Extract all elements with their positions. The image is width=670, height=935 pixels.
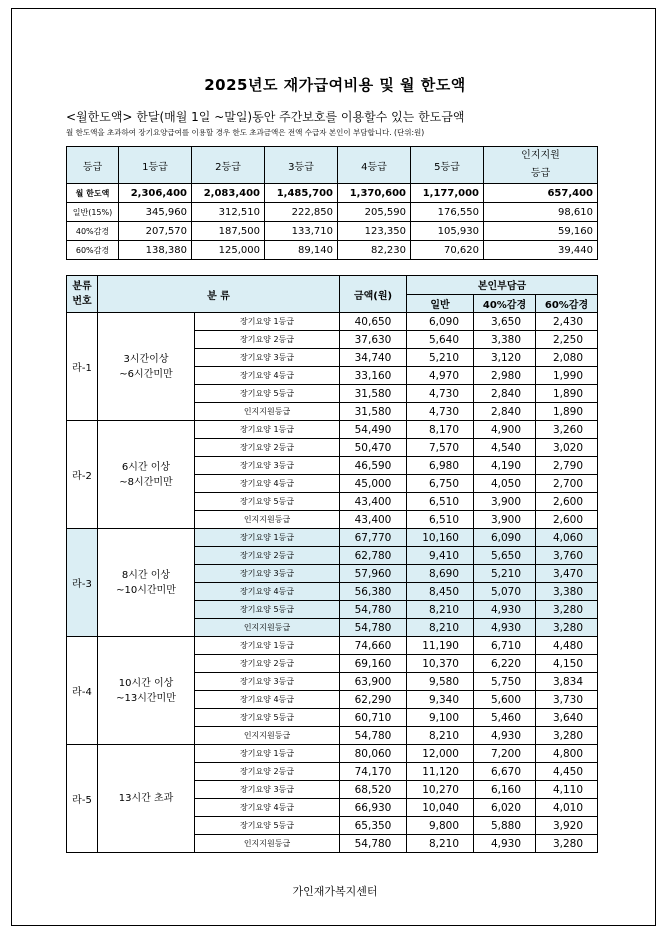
limit-value-cell: 133,710 <box>265 222 338 241</box>
amount-cell: 63,900 <box>340 673 407 691</box>
limit-value-cell: 205,590 <box>338 203 411 222</box>
reduce60-pay-cell: 3,260 <box>536 421 598 439</box>
grade-label: 장기요양 2등급 <box>195 655 340 673</box>
grade-label: 장기요양 3등급 <box>195 781 340 799</box>
cost-row <box>67 421 598 439</box>
general-pay-cell: 6,510 <box>407 493 474 511</box>
limit-header-cell: 3등급 <box>265 147 338 184</box>
grade-label: 장기요양 2등급 <box>195 439 340 457</box>
reduce40-pay-cell: 2,840 <box>474 403 536 421</box>
reduce40-pay-cell: 4,050 <box>474 475 536 493</box>
grade-label: 장기요양 5등급 <box>195 817 340 835</box>
reduce40-pay-cell: 3,120 <box>474 349 536 367</box>
group-category-text: ~13시간미만 <box>116 692 176 704</box>
reduce40-pay-cell: 5,880 <box>474 817 536 835</box>
grade-label: 장기요양 5등급 <box>195 709 340 727</box>
limit-header-row <box>67 147 598 184</box>
grade-label: 장기요양 3등급 <box>195 349 340 367</box>
reduce60-pay-cell: 2,250 <box>536 331 598 349</box>
reduce40-pay-cell: 4,930 <box>474 727 536 745</box>
grade-label: 장기요양 5등급 <box>195 601 340 619</box>
amount-cell: 46,590 <box>340 457 407 475</box>
reduce40-pay-cell: 2,840 <box>474 385 536 403</box>
limit-value-cell: 176,550 <box>411 203 484 222</box>
general-pay-cell: 8,210 <box>407 601 474 619</box>
amount-cell: 43,400 <box>340 493 407 511</box>
limit-value-cell: 657,400 <box>484 184 598 203</box>
limit-value-cell: 2,083,400 <box>192 184 265 203</box>
general-pay-cell: 11,120 <box>407 763 474 781</box>
cost-header-row <box>67 276 598 295</box>
limit-value-cell: 105,930 <box>411 222 484 241</box>
group-category-text: 13시간 초과 <box>118 793 174 804</box>
general-pay-cell: 9,100 <box>407 709 474 727</box>
grade-label: 인지지원등급 <box>195 511 340 529</box>
amount-cell: 54,780 <box>340 727 407 745</box>
general-pay-cell: 10,040 <box>407 799 474 817</box>
self-pay-header: 본인부담금 <box>407 276 598 295</box>
general-pay-cell: 5,210 <box>407 349 474 367</box>
grade-label: 장기요양 3등급 <box>195 457 340 475</box>
reduce40-pay-cell: 4,190 <box>474 457 536 475</box>
group-category-text: ~10시간미만 <box>116 584 176 596</box>
amount-cell: 33,160 <box>340 367 407 385</box>
general-header: 일반 <box>407 294 474 313</box>
grade-label: 장기요양 1등급 <box>195 313 340 331</box>
grade-label: 장기요양 5등급 <box>195 493 340 511</box>
reduce60-pay-cell: 1,990 <box>536 367 598 385</box>
amount-cell: 74,660 <box>340 637 407 655</box>
cost-row <box>67 745 598 763</box>
amount-cell: 31,580 <box>340 403 407 421</box>
limit-value-cell: 207,570 <box>119 222 192 241</box>
monthly-limit-note: 월 한도액을 초과하여 장기요양급여를 이용할 경우 한도 초과금액은 전액 수급자 본인이 부담합니다. (단위:원) <box>66 128 425 137</box>
general-pay-cell: 11,190 <box>407 637 474 655</box>
amount-cell: 54,490 <box>340 421 407 439</box>
reduce60-pay-cell: 3,020 <box>536 439 598 457</box>
group-category-text: ~8시간미만 <box>119 476 173 488</box>
care-cost-table <box>66 275 598 853</box>
general-pay-cell: 9,410 <box>407 547 474 565</box>
reduce60-pay-cell: 2,600 <box>536 511 598 529</box>
reduce60-pay-cell: 2,790 <box>536 457 598 475</box>
group-category-text: ~6시간미만 <box>119 368 173 380</box>
limit-row-label: 40%감경 <box>67 222 119 241</box>
limit-value-cell: 70,620 <box>411 241 484 260</box>
reduce60-pay-cell: 4,150 <box>536 655 598 673</box>
reduce40-pay-cell: 4,930 <box>474 619 536 637</box>
limit-value-cell: 1,485,700 <box>265 184 338 203</box>
limit-value-cell: 125,000 <box>192 241 265 260</box>
reduce60-pay-cell: 1,890 <box>536 403 598 421</box>
reduce40-pay-cell: 6,670 <box>474 763 536 781</box>
amount-cell: 68,520 <box>340 781 407 799</box>
reduce60-pay-cell: 3,730 <box>536 691 598 709</box>
limit-header-cell: 등급 <box>67 147 119 184</box>
grade-label: 장기요양 4등급 <box>195 583 340 601</box>
reduce60-pay-cell: 2,430 <box>536 313 598 331</box>
amount-header: 금액(원) <box>340 276 407 313</box>
reduce40-pay-cell: 3,650 <box>474 313 536 331</box>
reduce40-pay-cell: 4,930 <box>474 601 536 619</box>
grade-label: 장기요양 1등급 <box>195 529 340 547</box>
reduce40-pay-cell: 5,650 <box>474 547 536 565</box>
general-pay-cell: 4,730 <box>407 403 474 421</box>
limit-value-cell: 138,380 <box>119 241 192 260</box>
amount-cell: 80,060 <box>340 745 407 763</box>
grade-label: 장기요양 4등급 <box>195 367 340 385</box>
reduce40-pay-cell: 3,900 <box>474 511 536 529</box>
amount-cell: 40,650 <box>340 313 407 331</box>
reduce40-pay-cell: 7,200 <box>474 745 536 763</box>
reduce60-pay-cell: 4,060 <box>536 529 598 547</box>
general-pay-cell: 6,750 <box>407 475 474 493</box>
general-pay-cell: 9,580 <box>407 673 474 691</box>
amount-cell: 31,580 <box>340 385 407 403</box>
amount-cell: 54,780 <box>340 619 407 637</box>
reduce40-pay-cell: 5,750 <box>474 673 536 691</box>
limit-header-cell: 5등급 <box>411 147 484 184</box>
grade-label: 장기요양 4등급 <box>195 799 340 817</box>
general-pay-cell: 10,160 <box>407 529 474 547</box>
reduce40-pay-cell: 6,160 <box>474 781 536 799</box>
limit-value-cell: 2,306,400 <box>119 184 192 203</box>
general-pay-cell: 4,970 <box>407 367 474 385</box>
grade-label: 인지지원등급 <box>195 403 340 421</box>
reduce60-pay-cell: 3,280 <box>536 835 598 853</box>
grade-label: 장기요양 3등급 <box>195 673 340 691</box>
limit-value-cell: 59,160 <box>484 222 598 241</box>
reduce40-pay-cell: 5,460 <box>474 709 536 727</box>
group-category <box>98 421 195 529</box>
limit-header-cell: 1등급 <box>119 147 192 184</box>
cost-row <box>67 637 598 655</box>
monthly-limit-table <box>66 146 598 260</box>
limit-value-cell: 187,500 <box>192 222 265 241</box>
reduce40-pay-cell: 6,710 <box>474 637 536 655</box>
grade-label: 장기요양 1등급 <box>195 745 340 763</box>
reduce40-pay-cell: 6,090 <box>474 529 536 547</box>
amount-cell: 62,780 <box>340 547 407 565</box>
reduce60-pay-cell: 3,280 <box>536 619 598 637</box>
page-title: 2025년도 재가급여비용 및 월 한도액 <box>204 76 466 94</box>
grade-label: 장기요양 4등급 <box>195 691 340 709</box>
reduce40-pay-cell: 2,980 <box>474 367 536 385</box>
grade-label: 장기요양 3등급 <box>195 565 340 583</box>
general-pay-cell: 10,370 <box>407 655 474 673</box>
limit-header-cell: 4등급 <box>338 147 411 184</box>
amount-cell: 50,470 <box>340 439 407 457</box>
reduce60-pay-cell: 3,834 <box>536 673 598 691</box>
reduce60-pay-cell: 4,110 <box>536 781 598 799</box>
amount-cell: 34,740 <box>340 349 407 367</box>
reduce40-pay-cell: 5,070 <box>474 583 536 601</box>
limit-value-cell: 98,610 <box>484 203 598 222</box>
reduce60-pay-cell: 3,920 <box>536 817 598 835</box>
limit-value-cell: 39,440 <box>484 241 598 260</box>
reduce40-pay-cell: 3,380 <box>474 331 536 349</box>
general-pay-cell: 5,640 <box>407 331 474 349</box>
cost-row <box>67 529 598 547</box>
grade-label: 장기요양 1등급 <box>195 421 340 439</box>
general-pay-cell: 9,340 <box>407 691 474 709</box>
group-category <box>98 637 195 745</box>
limit-row <box>67 184 598 203</box>
general-pay-cell: 6,980 <box>407 457 474 475</box>
amount-cell: 74,170 <box>340 763 407 781</box>
amount-cell: 67,770 <box>340 529 407 547</box>
general-pay-cell: 8,690 <box>407 565 474 583</box>
general-pay-cell: 4,730 <box>407 385 474 403</box>
limit-header-text: 인지지원 <box>521 150 560 161</box>
grade-label: 장기요양 5등급 <box>195 385 340 403</box>
reduce60-pay-cell: 2,600 <box>536 493 598 511</box>
monthly-limit-subtitle: <월한도액> 한달(매월 1일 ~말일)동안 주간보호를 이용할수 있는 한도금액 <box>66 110 465 124</box>
group-code: 라-5 <box>67 745 98 853</box>
amount-cell: 37,630 <box>340 331 407 349</box>
amount-cell: 56,380 <box>340 583 407 601</box>
reduce60-pay-cell: 3,280 <box>536 727 598 745</box>
limit-header-cell <box>484 147 598 184</box>
reduce60-pay-cell: 3,280 <box>536 601 598 619</box>
limit-value-cell: 1,370,600 <box>338 184 411 203</box>
reduce40-pay-cell: 4,900 <box>474 421 536 439</box>
limit-row <box>67 222 598 241</box>
reduce60-pay-cell: 4,450 <box>536 763 598 781</box>
grade-label: 인지지원등급 <box>195 619 340 637</box>
amount-cell: 54,780 <box>340 601 407 619</box>
group-category <box>98 313 195 421</box>
general-pay-cell: 6,090 <box>407 313 474 331</box>
reduce60-pay-cell: 4,800 <box>536 745 598 763</box>
general-pay-cell: 8,170 <box>407 421 474 439</box>
limit-value-cell: 1,177,000 <box>411 184 484 203</box>
general-pay-cell: 9,800 <box>407 817 474 835</box>
amount-cell: 62,290 <box>340 691 407 709</box>
reduce40-pay-cell: 6,020 <box>474 799 536 817</box>
limit-row <box>67 241 598 260</box>
limit-value-cell: 123,350 <box>338 222 411 241</box>
general-pay-cell: 10,270 <box>407 781 474 799</box>
reduce60-header: 60%감경 <box>536 294 598 313</box>
grade-label: 장기요양 4등급 <box>195 475 340 493</box>
amount-cell: 43,400 <box>340 511 407 529</box>
grade-label: 인지지원등급 <box>195 835 340 853</box>
amount-cell: 66,930 <box>340 799 407 817</box>
reduce60-pay-cell: 2,700 <box>536 475 598 493</box>
code-header: 분류 번호 <box>67 276 98 313</box>
general-pay-cell: 8,210 <box>407 727 474 745</box>
amount-cell: 45,000 <box>340 475 407 493</box>
limit-row-label: 일반(15%) <box>67 203 119 222</box>
grade-label: 장기요양 2등급 <box>195 763 340 781</box>
limit-row <box>67 203 598 222</box>
reduce40-header: 40%감경 <box>474 294 536 313</box>
reduce60-pay-cell: 3,760 <box>536 547 598 565</box>
reduce60-pay-cell: 2,080 <box>536 349 598 367</box>
reduce40-pay-cell: 5,600 <box>474 691 536 709</box>
cost-row <box>67 313 598 331</box>
limit-header-text: 등급 <box>530 168 551 179</box>
reduce60-pay-cell: 4,480 <box>536 637 598 655</box>
reduce40-pay-cell: 6,220 <box>474 655 536 673</box>
limit-row-label: 월 한도액 <box>67 184 119 203</box>
group-code: 라-1 <box>67 313 98 421</box>
reduce60-pay-cell: 4,010 <box>536 799 598 817</box>
general-pay-cell: 6,510 <box>407 511 474 529</box>
general-pay-cell: 7,570 <box>407 439 474 457</box>
group-category <box>98 529 195 637</box>
group-category-text: 8시간 이상 <box>121 569 171 581</box>
general-pay-cell: 8,450 <box>407 583 474 601</box>
amount-cell: 60,710 <box>340 709 407 727</box>
limit-value-cell: 89,140 <box>265 241 338 260</box>
center-name-footer: 가인재가복지센터 <box>292 885 378 898</box>
group-code: 라-2 <box>67 421 98 529</box>
group-code: 라-3 <box>67 529 98 637</box>
grade-label: 장기요양 2등급 <box>195 547 340 565</box>
limit-value-cell: 345,960 <box>119 203 192 222</box>
reduce60-pay-cell: 3,640 <box>536 709 598 727</box>
grade-label: 장기요양 2등급 <box>195 331 340 349</box>
reduce60-pay-cell: 3,470 <box>536 565 598 583</box>
limit-value-cell: 312,510 <box>192 203 265 222</box>
grade-label: 인지지원등급 <box>195 727 340 745</box>
general-pay-cell: 8,210 <box>407 835 474 853</box>
category-header: 분 류 <box>98 276 340 313</box>
limit-value-cell: 82,230 <box>338 241 411 260</box>
general-pay-cell: 8,210 <box>407 619 474 637</box>
group-category <box>98 745 195 853</box>
group-category-text: 10시간 이상 <box>118 677 174 689</box>
reduce40-pay-cell: 5,210 <box>474 565 536 583</box>
limit-header-cell: 2등급 <box>192 147 265 184</box>
group-code: 라-4 <box>67 637 98 745</box>
reduce60-pay-cell: 3,380 <box>536 583 598 601</box>
amount-cell: 57,960 <box>340 565 407 583</box>
limit-value-cell: 222,850 <box>265 203 338 222</box>
reduce40-pay-cell: 4,930 <box>474 835 536 853</box>
amount-cell: 65,350 <box>340 817 407 835</box>
amount-cell: 54,780 <box>340 835 407 853</box>
reduce40-pay-cell: 3,900 <box>474 493 536 511</box>
group-category-text: 6시간 이상 <box>121 461 171 473</box>
group-category-text: 3시간이상 <box>123 353 169 365</box>
reduce60-pay-cell: 1,890 <box>536 385 598 403</box>
reduce40-pay-cell: 4,540 <box>474 439 536 457</box>
limit-row-label: 60%감경 <box>67 241 119 260</box>
amount-cell: 69,160 <box>340 655 407 673</box>
grade-label: 장기요양 1등급 <box>195 637 340 655</box>
general-pay-cell: 12,000 <box>407 745 474 763</box>
